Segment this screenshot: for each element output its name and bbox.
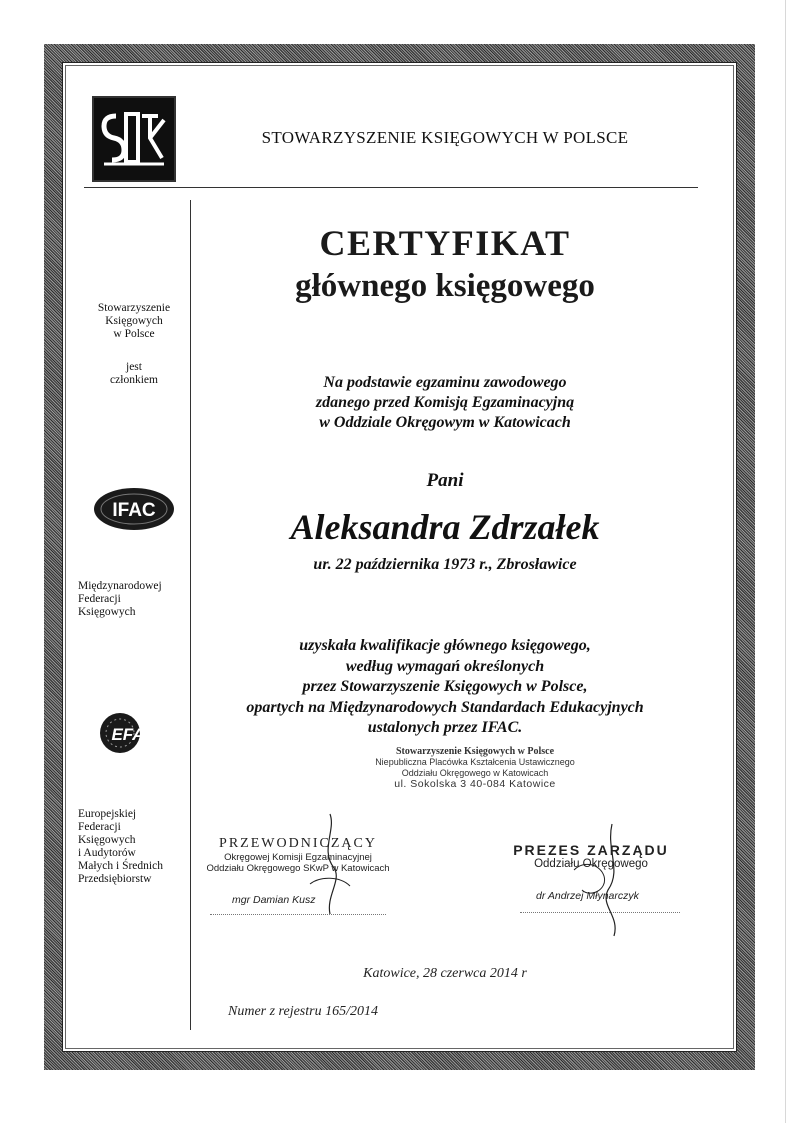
exam-basis-line: zdanego przed Komisją Egzaminacyjną	[315, 394, 575, 411]
efa-logo-text: EFA	[111, 725, 145, 744]
stamp-line: Oddziału Okręgowego w Katowicach	[401, 768, 549, 778]
chairman-signature-line	[210, 914, 386, 915]
sks-logo	[92, 96, 176, 182]
stamp-line: ul. Sokolska 3 40-084 Katowice	[394, 778, 556, 790]
issue-date: Katowice, 28 czerwca 2014 r	[363, 966, 527, 981]
exam-basis-line: w Oddziale Okręgowym w Katowicach	[319, 414, 571, 431]
stamp-line: Niepubliczna Placówka Kształcenia Ustawicznego	[375, 757, 575, 767]
exam-basis-line: Na podstawie egzaminu zawodowego	[323, 374, 567, 391]
sidebar-ifac-line: Księgowych	[78, 606, 136, 618]
qualification-line: przez Stowarzyszenie Księgowych w Polsce,	[302, 678, 588, 695]
sidebar-member-line: Księgowych	[105, 315, 163, 327]
ifac-logo	[92, 486, 176, 532]
qualification-line: opartych na Międzynarodowych Standardach Edukacyjnych	[246, 698, 644, 716]
president-title: PREZES ZARZĄDU	[513, 842, 669, 858]
birth-info: ur. 22 października 1973 r., Zbrosławice	[313, 556, 577, 573]
chairman-title: PRZEWODNICZĄCY	[219, 836, 377, 851]
sidebar-divider	[190, 200, 191, 1030]
recipient-name: Aleksandra Zdrzałek	[290, 507, 600, 547]
institution-stamp	[360, 746, 590, 790]
president-signature	[560, 820, 640, 940]
sidebar-efa-line: Małych i Średnich	[78, 860, 163, 872]
sidebar-efa-line: Federacji	[78, 821, 121, 833]
salutation: Pani	[426, 470, 464, 491]
qualification-block	[200, 636, 690, 739]
registry-number: Numer z rejestru 165/2014	[228, 1004, 378, 1019]
chairman-stamp-line: Okręgowej Komisji Egzaminacyjnej	[224, 852, 372, 863]
sidebar-efa-block	[78, 808, 190, 886]
qualification-line: według wymagań określonych	[345, 657, 545, 675]
sks-logo-icon	[94, 98, 174, 180]
sidebar-efa-line: Księgowych	[78, 834, 136, 846]
stamp-line: Stowarzyszenie Księgowych w Polsce	[395, 746, 555, 757]
ifac-logo-text: IFAC	[112, 500, 156, 521]
president-signature-line	[520, 912, 680, 913]
qualification-line: ustalonych przez IFAC.	[367, 719, 523, 736]
sidebar-ifac-line: Międzynarodowej	[78, 580, 162, 592]
sidebar-efa-line: Europejskiej	[78, 808, 137, 820]
chairman-stamp	[198, 836, 398, 874]
sidebar-member-of-line: członkiem	[110, 374, 158, 386]
chairman-stamp-line: Oddziału Okręgowego SKwP w Katowicach	[206, 863, 390, 874]
exam-basis-block	[200, 373, 690, 433]
sidebar-efa-line: i Audytorów	[78, 847, 136, 859]
chairman-signer: mgr Damian Kusz	[232, 894, 316, 906]
sidebar-member-of-line: jest	[126, 361, 142, 373]
sidebar-member-line: Stowarzyszenie	[97, 302, 171, 314]
certificate-title: CERTYFIKAT	[319, 223, 571, 263]
president-stamp-line: Oddziału Okręgowego	[534, 858, 648, 870]
sidebar-member-of-block	[84, 361, 184, 387]
certificate-subtitle: głównego księgowego	[295, 268, 595, 304]
organization-name: STOWARZYSZENIE KSIĘGOWYCH W POLSCE	[261, 128, 629, 147]
president-signer: dr Andrzej Młynarczyk	[536, 890, 639, 902]
qualification-line: uzyskała kwalifikacje głównego księgowego,	[299, 637, 591, 654]
sidebar-efa-line: Przedsiębiorstw	[78, 873, 152, 885]
scan-edge-line	[785, 0, 786, 1123]
sidebar-ifac-block	[78, 580, 188, 619]
sidebar-member-block	[84, 302, 184, 341]
sidebar-ifac-line: Federacji	[78, 593, 121, 605]
sidebar-member-line: w Polsce	[113, 328, 155, 340]
efa-logo	[88, 710, 178, 756]
header-divider	[84, 187, 698, 188]
